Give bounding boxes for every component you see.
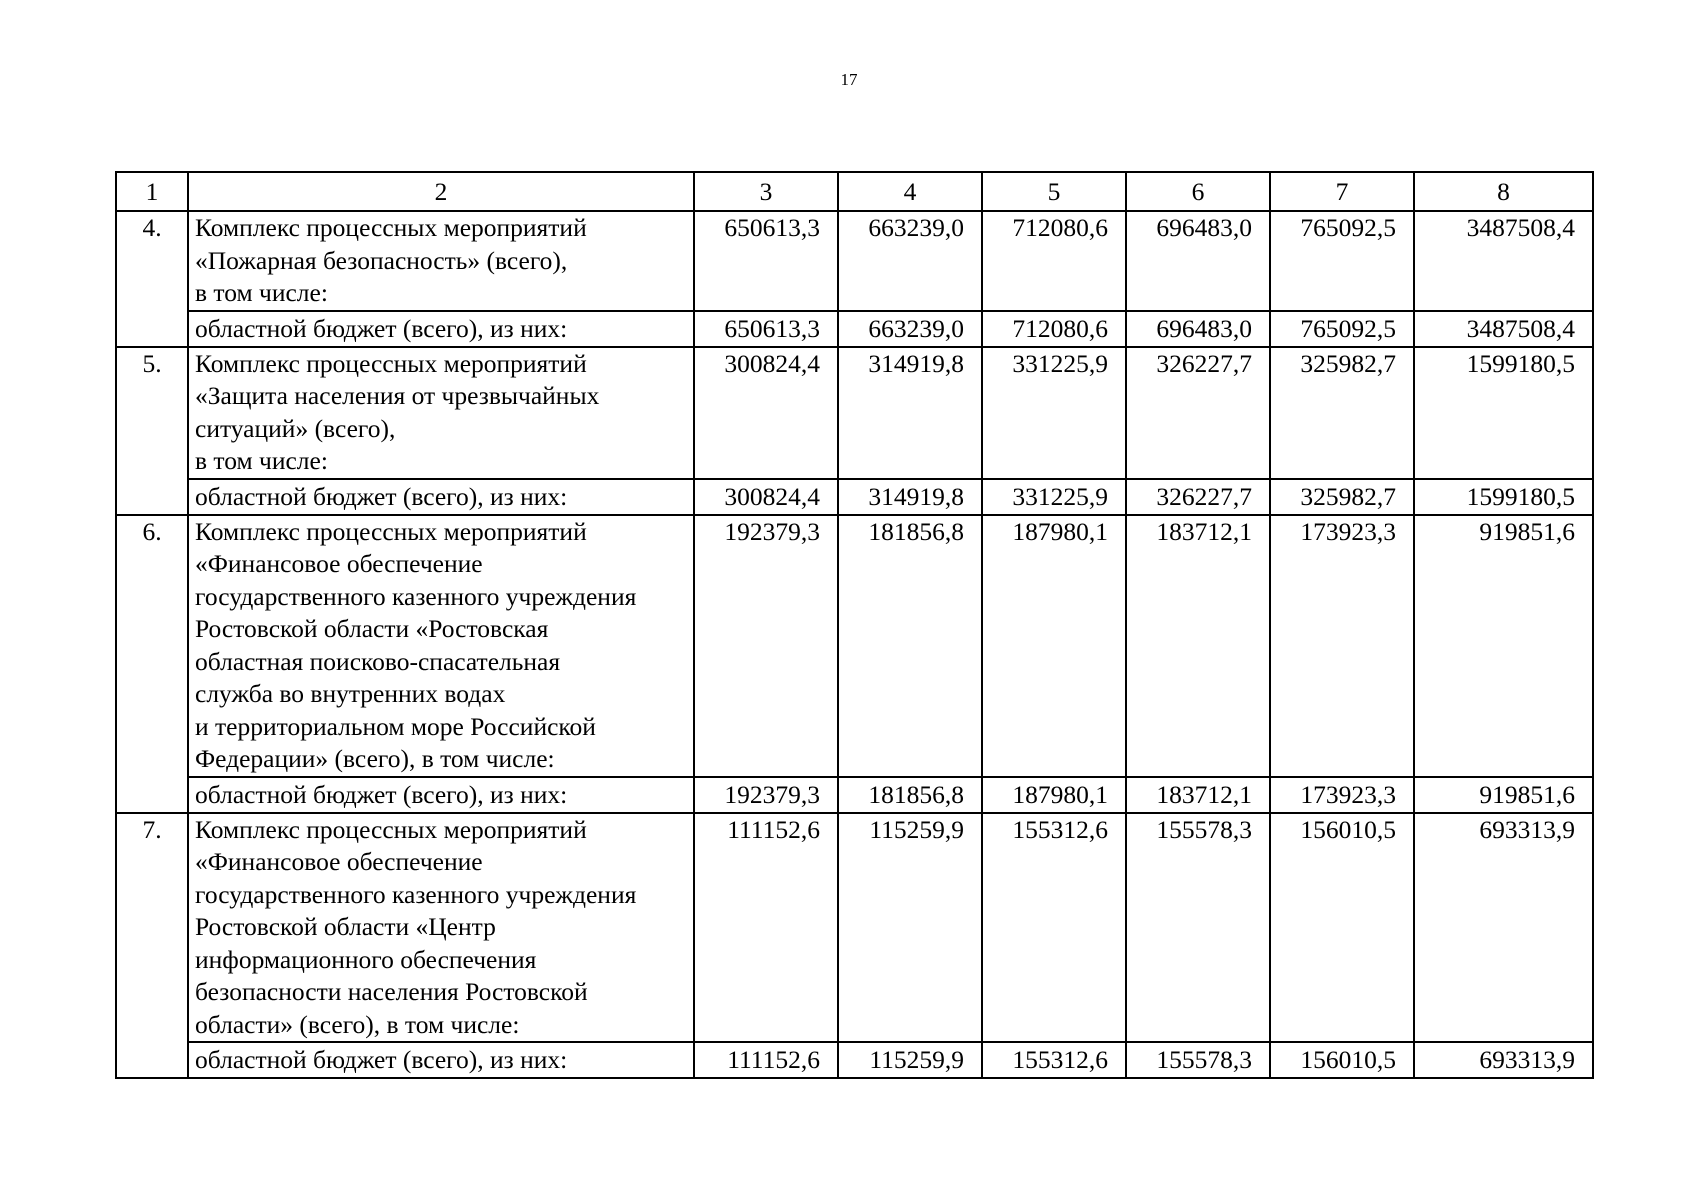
subrow-value-cell: 325982,7 [1270,479,1414,515]
header-cell: 2 [188,172,694,211]
subrow-total-value-cell: 693313,9 [1414,1042,1593,1078]
value-cell: 192379,3 [694,515,838,777]
row-description [188,515,694,777]
subrow-value-cell: 155312,6 [982,1042,1126,1078]
subrow-label: областной бюджет (всего), из них: [188,1042,694,1078]
row-number: 6. [116,515,188,813]
subrow-value-cell: 663239,0 [838,311,982,347]
subrow-value-cell: 314919,8 [838,479,982,515]
subrow-total-value-cell: 919851,6 [1414,777,1593,813]
description-line: Комплекс процессных мероприятий [195,348,587,378]
description-line: служба во внутренних водах [195,679,506,708]
total-value-cell: 919851,6 [1414,515,1593,777]
value-cell: 765092,5 [1270,211,1414,311]
value-cell: 183712,1 [1126,515,1270,777]
description-line: Комплекс процессных мероприятий [195,814,587,844]
subrow-value-cell: 300824,4 [694,479,838,515]
table-row [116,211,1593,311]
description-line: безопасности населения Ростовской [195,977,588,1006]
subrow-value-cell: 192379,3 [694,777,838,813]
table-subrow [116,311,1593,347]
subrow-value-cell: 173923,3 [1270,777,1414,813]
value-cell: 155578,3 [1126,813,1270,1043]
subrow-value-cell: 765092,5 [1270,311,1414,347]
description-line: «Защита населения от чрезвычайных [195,381,600,410]
subrow-value-cell: 183712,1 [1126,777,1270,813]
description-line: Ростовской области «Центр [195,912,496,941]
value-cell: 650613,3 [694,211,838,311]
description-line: «Финансовое обеспечение [195,549,483,578]
header-row [116,172,1593,211]
subrow-value-cell: 331225,9 [982,479,1126,515]
header-cell: 7 [1270,172,1414,211]
row-number: 7. [116,813,188,1079]
subrow-value-cell: 712080,6 [982,311,1126,347]
subrow-label: областной бюджет (всего), из них: [188,777,694,813]
table-row [116,515,1593,777]
value-cell: 181856,8 [838,515,982,777]
value-cell: 173923,3 [1270,515,1414,777]
subrow-total-value-cell: 3487508,4 [1414,311,1593,347]
row-number: 5. [116,347,188,515]
subrow-value-cell: 156010,5 [1270,1042,1414,1078]
subrow-value-cell: 155578,3 [1126,1042,1270,1078]
value-cell: 712080,6 [982,211,1126,311]
description-line: Комплекс процессных мероприятий [195,516,587,546]
subrow-value-cell: 181856,8 [838,777,982,813]
header-cell: 5 [982,172,1126,211]
value-cell: 325982,7 [1270,347,1414,479]
value-cell: 300824,4 [694,347,838,479]
row-description [188,347,694,479]
subrow-value-cell: 187980,1 [982,777,1126,813]
description-line: области» (всего), в том числе: [195,1009,520,1039]
description-line: в том числе: [195,446,328,475]
subrow-value-cell: 326227,7 [1126,479,1270,515]
value-cell: 111152,6 [694,813,838,1043]
description-line: и территориальном море Российской [195,711,596,741]
row-number: 4. [116,211,188,347]
subrow-value-cell: 650613,3 [694,311,838,347]
value-cell: 331225,9 [982,347,1126,479]
description-line: Комплекс процессных мероприятий [195,213,587,242]
description-line: Ростовской области «Ростовская [195,614,549,643]
description-line: государственного казенного учреждения [195,581,637,611]
table-row [116,347,1593,479]
value-cell: 663239,0 [838,211,982,311]
header-cell: 1 [116,172,188,211]
subrow-value-cell: 696483,0 [1126,311,1270,347]
value-cell: 115259,9 [838,813,982,1043]
table-body [116,172,1593,1078]
table-subrow [116,777,1593,813]
subrow-value-cell: 115259,9 [838,1042,982,1078]
subrow-label: областной бюджет (всего), из них: [188,311,694,347]
page-number: 17 [840,70,858,89]
subrow-label: областной бюджет (всего), из них: [188,479,694,515]
description-line: областная поисково-спасательная [195,646,561,676]
row-description [188,211,694,311]
description-line: информационного обеспечения [195,944,537,974]
description-line: «Финансовое обеспечение [195,847,483,876]
header-cell: 8 [1414,172,1593,211]
description-line: государственного казенного учреждения [195,879,637,909]
table-row [116,813,1593,1043]
subrow-value-cell: 111152,6 [694,1042,838,1078]
description-line: в том числе: [195,278,328,307]
total-value-cell: 693313,9 [1414,813,1593,1043]
row-description [188,813,694,1043]
description-line: «Пожарная безопасность» (всего), [195,245,568,275]
value-cell: 326227,7 [1126,347,1270,479]
header-cell: 3 [694,172,838,211]
total-value-cell: 1599180,5 [1414,347,1593,479]
header-cell: 6 [1126,172,1270,211]
budget-table [115,171,1594,1079]
table-subrow [116,479,1593,515]
description-line: Федерации» (всего), в том числе: [195,744,555,773]
value-cell: 314919,8 [838,347,982,479]
table-subrow [116,1042,1593,1078]
value-cell: 187980,1 [982,515,1126,777]
total-value-cell: 3487508,4 [1414,211,1593,311]
header-cell: 4 [838,172,982,211]
description-line: ситуаций» (всего), [195,413,396,443]
value-cell: 155312,6 [982,813,1126,1043]
subrow-total-value-cell: 1599180,5 [1414,479,1593,515]
value-cell: 156010,5 [1270,813,1414,1043]
value-cell: 696483,0 [1126,211,1270,311]
